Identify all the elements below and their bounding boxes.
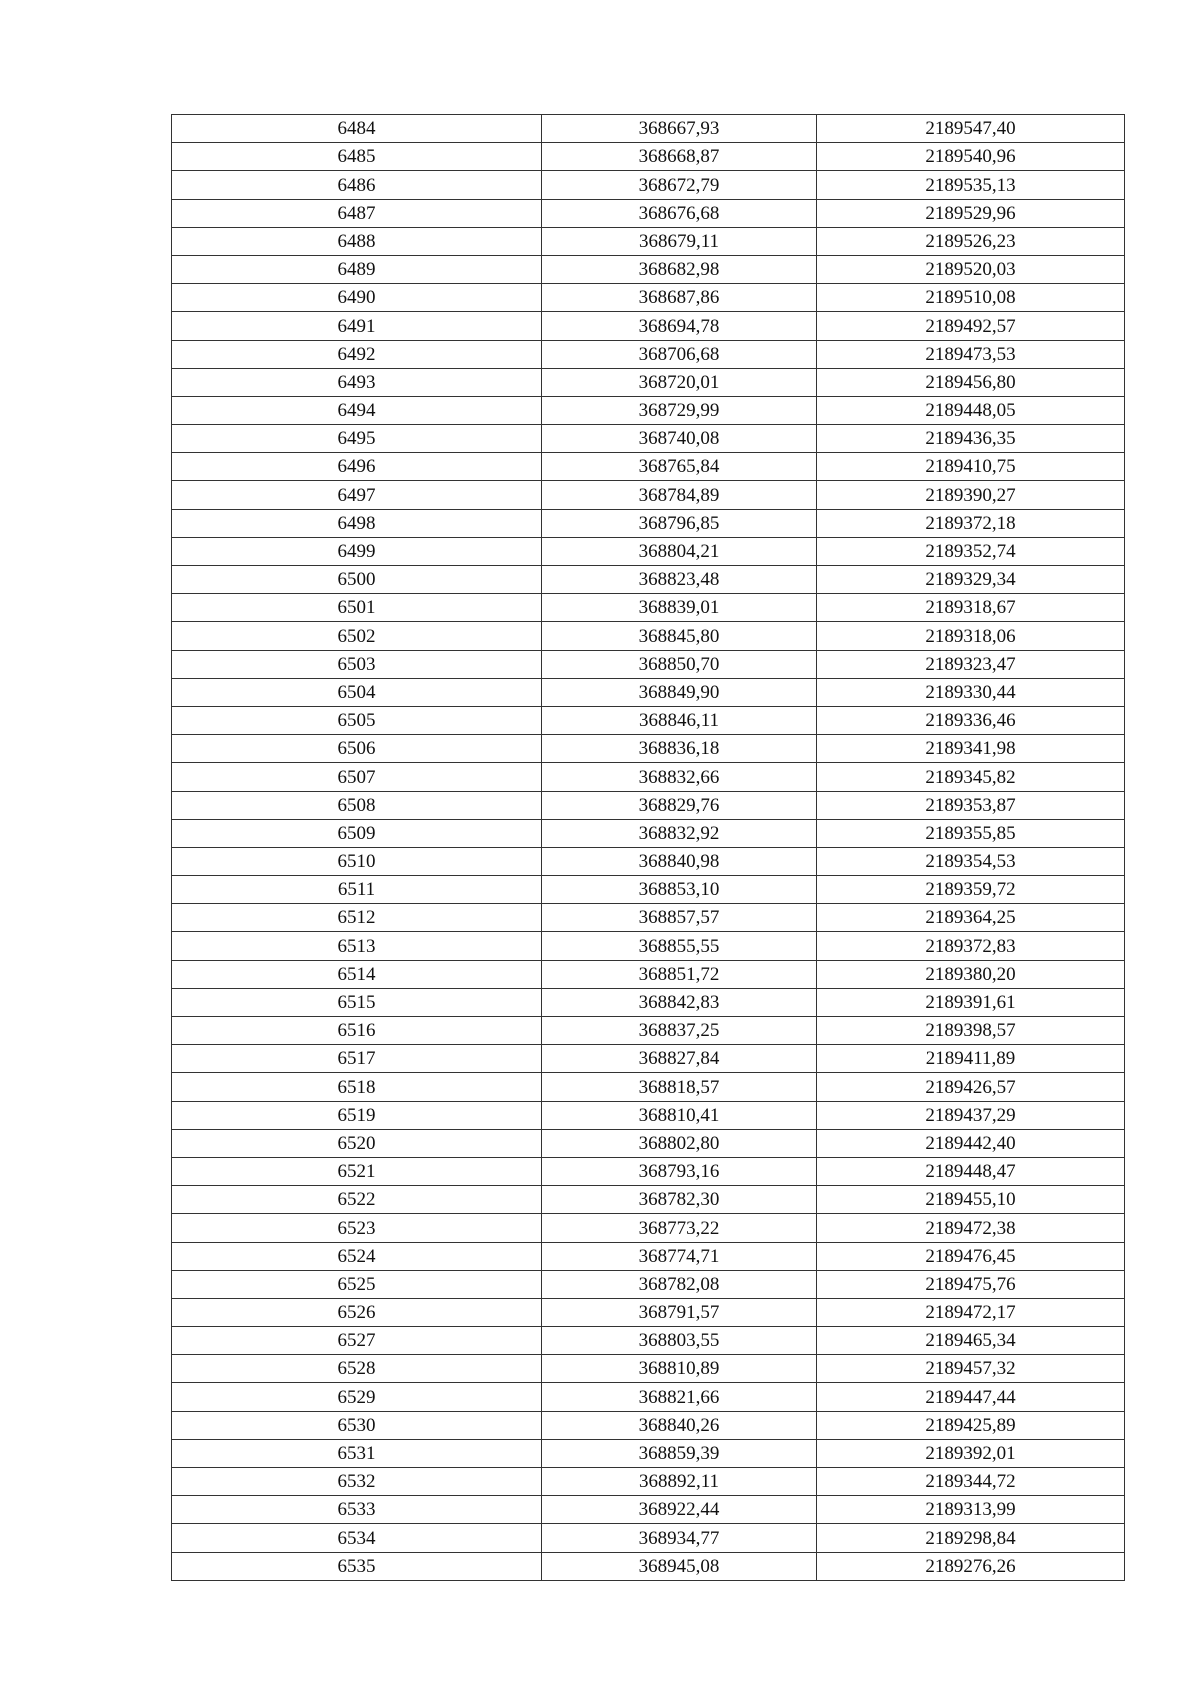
table-row xyxy=(172,1214,1125,1242)
point-number-cell: 6487 xyxy=(172,199,542,227)
table-row xyxy=(172,368,1125,396)
x-coordinate-cell: 368846,11 xyxy=(542,706,817,734)
x-coordinate-cell: 368740,08 xyxy=(542,425,817,453)
table-row xyxy=(172,481,1125,509)
y-coordinate-cell: 2189345,82 xyxy=(817,763,1125,791)
y-coordinate-cell: 2189392,01 xyxy=(817,1439,1125,1467)
x-coordinate-cell: 368676,68 xyxy=(542,199,817,227)
y-coordinate-cell: 2189448,05 xyxy=(817,396,1125,424)
point-number-cell: 6491 xyxy=(172,312,542,340)
y-coordinate-cell: 2189475,76 xyxy=(817,1270,1125,1298)
table-row xyxy=(172,960,1125,988)
y-coordinate-cell: 2189372,18 xyxy=(817,509,1125,537)
table-row xyxy=(172,819,1125,847)
point-number-cell: 6485 xyxy=(172,143,542,171)
y-coordinate-cell: 2189492,57 xyxy=(817,312,1125,340)
y-coordinate-cell: 2189344,72 xyxy=(817,1468,1125,1496)
table-row xyxy=(172,876,1125,904)
table-row xyxy=(172,312,1125,340)
y-coordinate-cell: 2189318,67 xyxy=(817,594,1125,622)
y-coordinate-cell: 2189336,46 xyxy=(817,706,1125,734)
table-row xyxy=(172,988,1125,1016)
point-number-cell: 6493 xyxy=(172,368,542,396)
x-coordinate-cell: 368836,18 xyxy=(542,735,817,763)
y-coordinate-cell: 2189341,98 xyxy=(817,735,1125,763)
x-coordinate-cell: 368782,30 xyxy=(542,1186,817,1214)
y-coordinate-cell: 2189436,35 xyxy=(817,425,1125,453)
point-number-cell: 6489 xyxy=(172,255,542,283)
point-number-cell: 6533 xyxy=(172,1496,542,1524)
point-number-cell: 6515 xyxy=(172,988,542,1016)
y-coordinate-cell: 2189448,47 xyxy=(817,1157,1125,1185)
y-coordinate-cell: 2189425,89 xyxy=(817,1411,1125,1439)
x-coordinate-cell: 368845,80 xyxy=(542,622,817,650)
y-coordinate-cell: 2189355,85 xyxy=(817,819,1125,847)
point-number-cell: 6492 xyxy=(172,340,542,368)
point-number-cell: 6503 xyxy=(172,650,542,678)
point-number-cell: 6526 xyxy=(172,1298,542,1326)
y-coordinate-cell: 2189447,44 xyxy=(817,1383,1125,1411)
table-row xyxy=(172,763,1125,791)
x-coordinate-cell: 368810,89 xyxy=(542,1355,817,1383)
table-row xyxy=(172,791,1125,819)
y-coordinate-cell: 2189455,10 xyxy=(817,1186,1125,1214)
x-coordinate-cell: 368679,11 xyxy=(542,227,817,255)
x-coordinate-cell: 368791,57 xyxy=(542,1298,817,1326)
x-coordinate-cell: 368694,78 xyxy=(542,312,817,340)
y-coordinate-cell: 2189529,96 xyxy=(817,199,1125,227)
x-coordinate-cell: 368821,66 xyxy=(542,1383,817,1411)
x-coordinate-cell: 368667,93 xyxy=(542,115,817,143)
x-coordinate-cell: 368859,39 xyxy=(542,1439,817,1467)
table-row xyxy=(172,284,1125,312)
point-number-cell: 6495 xyxy=(172,425,542,453)
y-coordinate-cell: 2189473,53 xyxy=(817,340,1125,368)
point-number-cell: 6510 xyxy=(172,847,542,875)
y-coordinate-cell: 2189398,57 xyxy=(817,1017,1125,1045)
table-row xyxy=(172,1524,1125,1552)
point-number-cell: 6497 xyxy=(172,481,542,509)
point-number-cell: 6500 xyxy=(172,566,542,594)
point-number-cell: 6518 xyxy=(172,1073,542,1101)
y-coordinate-cell: 2189353,87 xyxy=(817,791,1125,819)
y-coordinate-cell: 2189380,20 xyxy=(817,960,1125,988)
y-coordinate-cell: 2189442,40 xyxy=(817,1129,1125,1157)
point-number-cell: 6512 xyxy=(172,904,542,932)
table-row xyxy=(172,650,1125,678)
x-coordinate-cell: 368803,55 xyxy=(542,1327,817,1355)
table-row xyxy=(172,199,1125,227)
point-number-cell: 6504 xyxy=(172,678,542,706)
table-row xyxy=(172,227,1125,255)
point-number-cell: 6529 xyxy=(172,1383,542,1411)
y-coordinate-cell: 2189476,45 xyxy=(817,1242,1125,1270)
y-coordinate-cell: 2189437,29 xyxy=(817,1101,1125,1129)
x-coordinate-cell: 368922,44 xyxy=(542,1496,817,1524)
x-coordinate-cell: 368784,89 xyxy=(542,481,817,509)
point-number-cell: 6508 xyxy=(172,791,542,819)
point-number-cell: 6528 xyxy=(172,1355,542,1383)
table-row xyxy=(172,904,1125,932)
point-number-cell: 6527 xyxy=(172,1327,542,1355)
point-number-cell: 6535 xyxy=(172,1552,542,1580)
x-coordinate-cell: 368793,16 xyxy=(542,1157,817,1185)
coordinates-table-body xyxy=(172,115,1125,1581)
x-coordinate-cell: 368934,77 xyxy=(542,1524,817,1552)
table-row xyxy=(172,143,1125,171)
point-number-cell: 6530 xyxy=(172,1411,542,1439)
table-row xyxy=(172,1186,1125,1214)
table-row xyxy=(172,1101,1125,1129)
y-coordinate-cell: 2189540,96 xyxy=(817,143,1125,171)
x-coordinate-cell: 368849,90 xyxy=(542,678,817,706)
y-coordinate-cell: 2189372,83 xyxy=(817,932,1125,960)
table-row xyxy=(172,622,1125,650)
y-coordinate-cell: 2189391,61 xyxy=(817,988,1125,1016)
x-coordinate-cell: 368827,84 xyxy=(542,1045,817,1073)
x-coordinate-cell: 368802,80 xyxy=(542,1129,817,1157)
x-coordinate-cell: 368945,08 xyxy=(542,1552,817,1580)
x-coordinate-cell: 368773,22 xyxy=(542,1214,817,1242)
table-row xyxy=(172,932,1125,960)
table-row xyxy=(172,1552,1125,1580)
y-coordinate-cell: 2189359,72 xyxy=(817,876,1125,904)
y-coordinate-cell: 2189457,32 xyxy=(817,1355,1125,1383)
point-number-cell: 6525 xyxy=(172,1270,542,1298)
point-number-cell: 6498 xyxy=(172,509,542,537)
table-row xyxy=(172,847,1125,875)
x-coordinate-cell: 368823,48 xyxy=(542,566,817,594)
point-number-cell: 6499 xyxy=(172,537,542,565)
y-coordinate-cell: 2189426,57 xyxy=(817,1073,1125,1101)
x-coordinate-cell: 368832,92 xyxy=(542,819,817,847)
point-number-cell: 6532 xyxy=(172,1468,542,1496)
table-row xyxy=(172,1045,1125,1073)
x-coordinate-cell: 368840,98 xyxy=(542,847,817,875)
x-coordinate-cell: 368810,41 xyxy=(542,1101,817,1129)
table-row xyxy=(172,1270,1125,1298)
y-coordinate-cell: 2189520,03 xyxy=(817,255,1125,283)
table-row xyxy=(172,1411,1125,1439)
x-coordinate-cell: 368706,68 xyxy=(542,340,817,368)
y-coordinate-cell: 2189465,34 xyxy=(817,1327,1125,1355)
table-row xyxy=(172,1439,1125,1467)
table-row xyxy=(172,1383,1125,1411)
x-coordinate-cell: 368892,11 xyxy=(542,1468,817,1496)
x-coordinate-cell: 368853,10 xyxy=(542,876,817,904)
table-row xyxy=(172,1327,1125,1355)
x-coordinate-cell: 368774,71 xyxy=(542,1242,817,1270)
point-number-cell: 6484 xyxy=(172,115,542,143)
x-coordinate-cell: 368682,98 xyxy=(542,255,817,283)
table-row xyxy=(172,1073,1125,1101)
point-number-cell: 6522 xyxy=(172,1186,542,1214)
x-coordinate-cell: 368672,79 xyxy=(542,171,817,199)
x-coordinate-cell: 368782,08 xyxy=(542,1270,817,1298)
table-row xyxy=(172,735,1125,763)
y-coordinate-cell: 2189411,89 xyxy=(817,1045,1125,1073)
point-number-cell: 6519 xyxy=(172,1101,542,1129)
point-number-cell: 6523 xyxy=(172,1214,542,1242)
point-number-cell: 6521 xyxy=(172,1157,542,1185)
x-coordinate-cell: 368832,66 xyxy=(542,763,817,791)
table-row xyxy=(172,340,1125,368)
y-coordinate-cell: 2189276,26 xyxy=(817,1552,1125,1580)
table-row xyxy=(172,255,1125,283)
x-coordinate-cell: 368668,87 xyxy=(542,143,817,171)
table-row xyxy=(172,171,1125,199)
table-row xyxy=(172,1242,1125,1270)
point-number-cell: 6488 xyxy=(172,227,542,255)
point-number-cell: 6486 xyxy=(172,171,542,199)
x-coordinate-cell: 368796,85 xyxy=(542,509,817,537)
x-coordinate-cell: 368720,01 xyxy=(542,368,817,396)
point-number-cell: 6531 xyxy=(172,1439,542,1467)
table-row xyxy=(172,1298,1125,1326)
y-coordinate-cell: 2189410,75 xyxy=(817,453,1125,481)
y-coordinate-cell: 2189390,27 xyxy=(817,481,1125,509)
table-row xyxy=(172,678,1125,706)
x-coordinate-cell: 368855,55 xyxy=(542,932,817,960)
table-row xyxy=(172,594,1125,622)
x-coordinate-cell: 368804,21 xyxy=(542,537,817,565)
table-row xyxy=(172,1468,1125,1496)
table-row xyxy=(172,706,1125,734)
x-coordinate-cell: 368851,72 xyxy=(542,960,817,988)
table-row xyxy=(172,1157,1125,1185)
y-coordinate-cell: 2189298,84 xyxy=(817,1524,1125,1552)
table-row xyxy=(172,537,1125,565)
y-coordinate-cell: 2189318,06 xyxy=(817,622,1125,650)
point-number-cell: 6501 xyxy=(172,594,542,622)
y-coordinate-cell: 2189354,53 xyxy=(817,847,1125,875)
x-coordinate-cell: 368765,84 xyxy=(542,453,817,481)
point-number-cell: 6516 xyxy=(172,1017,542,1045)
x-coordinate-cell: 368829,76 xyxy=(542,791,817,819)
point-number-cell: 6513 xyxy=(172,932,542,960)
x-coordinate-cell: 368818,57 xyxy=(542,1073,817,1101)
point-number-cell: 6494 xyxy=(172,396,542,424)
point-number-cell: 6496 xyxy=(172,453,542,481)
coordinates-table xyxy=(171,114,1125,1581)
x-coordinate-cell: 368840,26 xyxy=(542,1411,817,1439)
y-coordinate-cell: 2189456,80 xyxy=(817,368,1125,396)
table-row xyxy=(172,453,1125,481)
point-number-cell: 6502 xyxy=(172,622,542,650)
table-row xyxy=(172,396,1125,424)
x-coordinate-cell: 368729,99 xyxy=(542,396,817,424)
point-number-cell: 6490 xyxy=(172,284,542,312)
x-coordinate-cell: 368842,83 xyxy=(542,988,817,1016)
y-coordinate-cell: 2189330,44 xyxy=(817,678,1125,706)
point-number-cell: 6517 xyxy=(172,1045,542,1073)
x-coordinate-cell: 368839,01 xyxy=(542,594,817,622)
table-row xyxy=(172,1017,1125,1045)
table-row xyxy=(172,509,1125,537)
point-number-cell: 6509 xyxy=(172,819,542,847)
table-row xyxy=(172,1355,1125,1383)
table-row xyxy=(172,566,1125,594)
point-number-cell: 6524 xyxy=(172,1242,542,1270)
x-coordinate-cell: 368687,86 xyxy=(542,284,817,312)
y-coordinate-cell: 2189329,34 xyxy=(817,566,1125,594)
point-number-cell: 6520 xyxy=(172,1129,542,1157)
y-coordinate-cell: 2189547,40 xyxy=(817,115,1125,143)
point-number-cell: 6507 xyxy=(172,763,542,791)
y-coordinate-cell: 2189472,17 xyxy=(817,1298,1125,1326)
y-coordinate-cell: 2189472,38 xyxy=(817,1214,1125,1242)
point-number-cell: 6534 xyxy=(172,1524,542,1552)
y-coordinate-cell: 2189510,08 xyxy=(817,284,1125,312)
y-coordinate-cell: 2189313,99 xyxy=(817,1496,1125,1524)
table-row xyxy=(172,425,1125,453)
point-number-cell: 6511 xyxy=(172,876,542,904)
y-coordinate-cell: 2189535,13 xyxy=(817,171,1125,199)
y-coordinate-cell: 2189526,23 xyxy=(817,227,1125,255)
x-coordinate-cell: 368837,25 xyxy=(542,1017,817,1045)
point-number-cell: 6505 xyxy=(172,706,542,734)
point-number-cell: 6514 xyxy=(172,960,542,988)
y-coordinate-cell: 2189323,47 xyxy=(817,650,1125,678)
table-row xyxy=(172,1496,1125,1524)
x-coordinate-cell: 368850,70 xyxy=(542,650,817,678)
table-row xyxy=(172,1129,1125,1157)
y-coordinate-cell: 2189364,25 xyxy=(817,904,1125,932)
point-number-cell: 6506 xyxy=(172,735,542,763)
y-coordinate-cell: 2189352,74 xyxy=(817,537,1125,565)
table-row xyxy=(172,115,1125,143)
x-coordinate-cell: 368857,57 xyxy=(542,904,817,932)
